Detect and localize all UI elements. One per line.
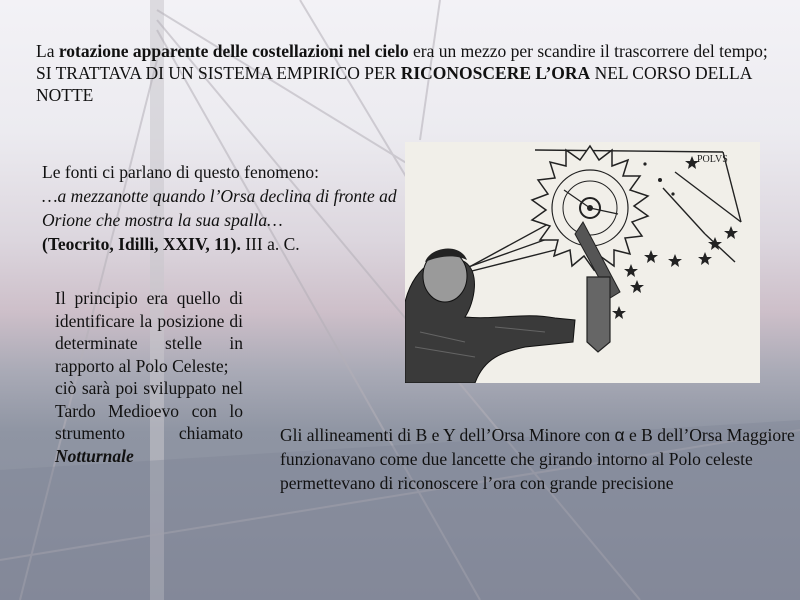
nocturnal-woodcut-figure: [405, 142, 760, 383]
polus-label: POLVS: [697, 154, 728, 165]
notturnale-term: Notturnale: [55, 445, 134, 466]
title-text-1: La: [36, 41, 59, 61]
quote-source-rest: III a. C.: [240, 234, 300, 254]
title-bold-2: RICONOSCERE L’ORA: [400, 63, 591, 83]
quote-source-bold: (Teocrito, Idilli, XXIV, 11).: [42, 234, 241, 254]
source-quote: [42, 160, 402, 256]
nocturnal-instrument-illustration: [405, 142, 760, 383]
caption-post: e B dell’Orsa Maggiore funzionavano come due lancette che girando intorno al Polo celeste permettevano di riconoscere l’ora con grande precisione: [280, 425, 795, 493]
caption-pre: Gli allineamenti di B e Y dell’Orsa Minore con: [280, 425, 615, 445]
title-text-3: SI TRATTAVA DI UN SISTEMA EMPIRICO PER: [36, 63, 401, 83]
title-text-4: NEL CORSO DELLA NOTTE: [36, 63, 752, 105]
principle-text-1: Il principio era quello di identificare la posizione di determinate stelle in rapporto al Polo Celeste;: [55, 288, 243, 376]
alpha-symbol: α: [614, 425, 625, 445]
quote-source: [42, 232, 402, 256]
alignment-caption: [280, 423, 795, 495]
title-text-2: era un mezzo per scandire il trascorrere del tempo;: [408, 41, 768, 61]
principle-text-2: ciò sarà poi sviluppato nel Tardo Medioevo con lo strumento chiamato: [55, 378, 243, 443]
principle-text: [55, 287, 243, 467]
quote-intro: Le fonti ci parlano di questo fenomeno:: [42, 162, 320, 182]
slide-title: [36, 40, 796, 106]
quote-italic: …a mezzanotte quando l’Orsa declina di fronte ad Orione che mostra la sua spalla…: [42, 186, 397, 230]
title-bold-1: rotazione apparente delle costellazioni nel cielo: [58, 41, 409, 61]
